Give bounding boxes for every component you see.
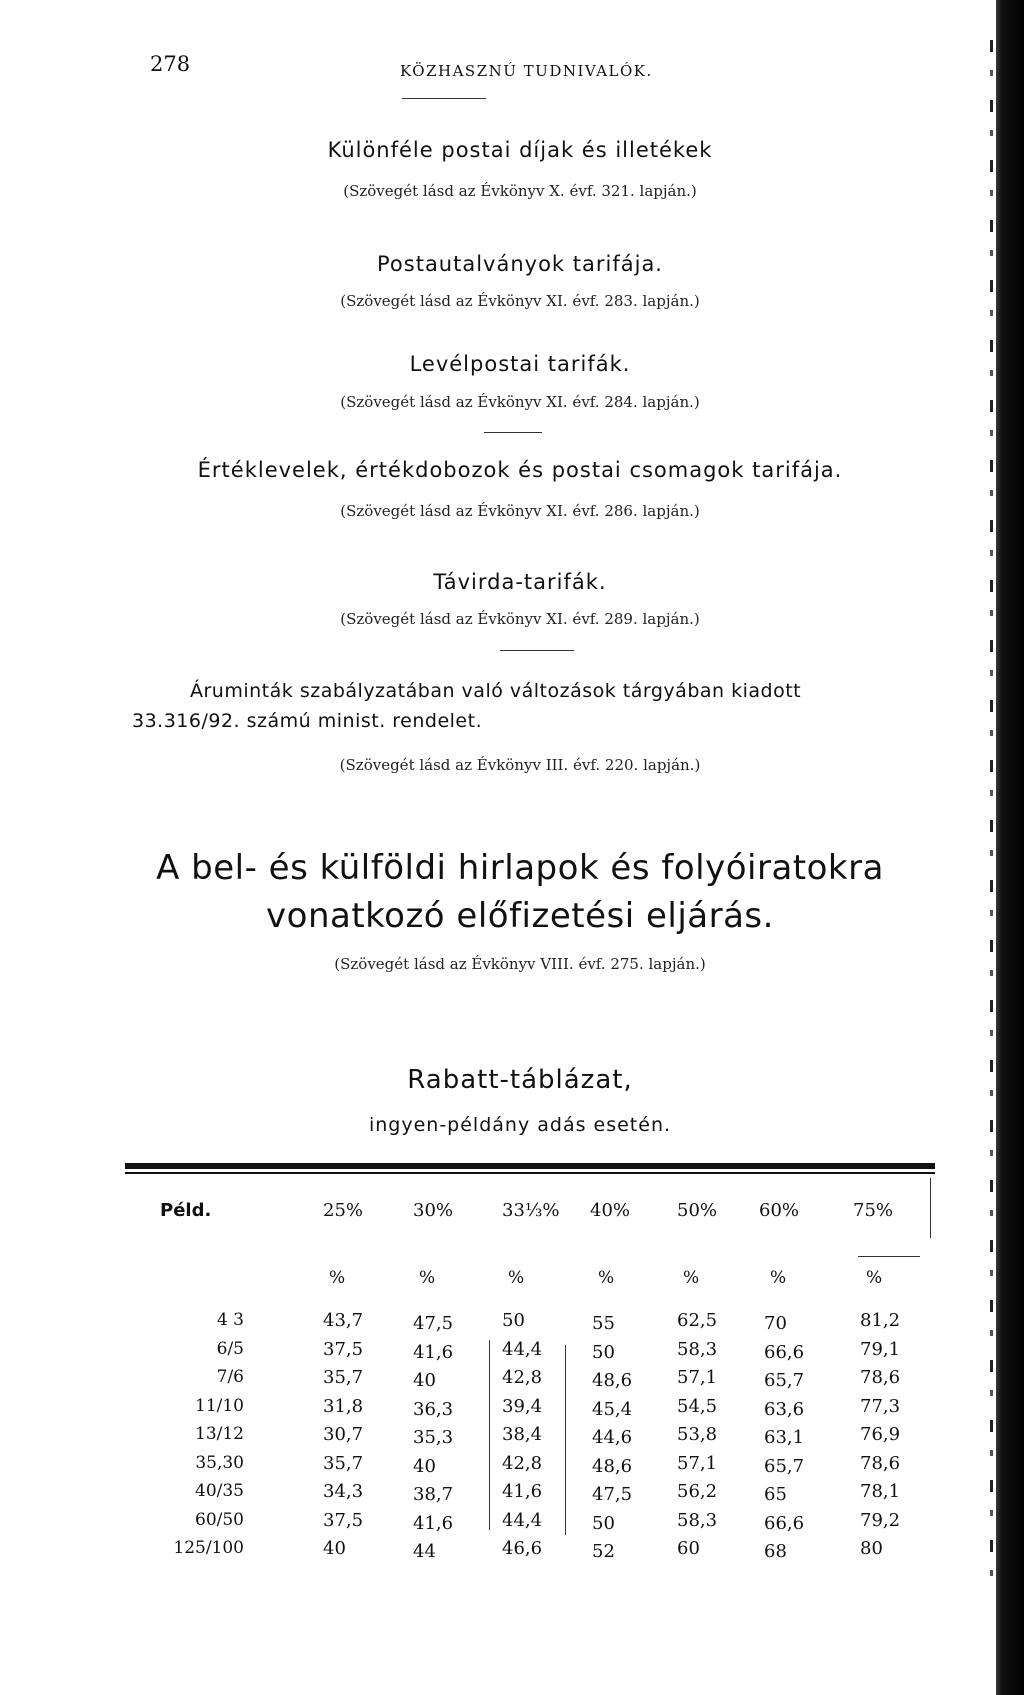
column-header-peld: Péld. xyxy=(160,1200,212,1221)
unit-percent: % xyxy=(683,1268,700,1288)
table-cell: 50 xyxy=(502,1310,525,1331)
table-cell: 47,5 xyxy=(413,1313,454,1334)
table-cell: 31,8 xyxy=(323,1395,364,1417)
table-divider xyxy=(565,1345,566,1535)
arumintak-line2: 33.316/92. számú minist. rendelet. xyxy=(132,710,483,732)
table-cell: 42,8 xyxy=(502,1452,543,1474)
table-cell: 63,6 xyxy=(764,1398,805,1420)
table-cell: 44,4 xyxy=(502,1509,543,1531)
row-label: 13/12 xyxy=(195,1424,244,1444)
table-cell: 43,7 xyxy=(323,1310,364,1331)
unit-percent: % xyxy=(508,1268,525,1288)
column-header-3: 33⅓% xyxy=(502,1200,560,1221)
arumintak-ref: (Szövegét lásd az Évkönyv III. évf. 220. lapján.) xyxy=(339,756,701,774)
table-cell: 35,3 xyxy=(413,1427,454,1448)
table-cell: 78,1 xyxy=(860,1481,901,1502)
table-cell: 46,6 xyxy=(502,1538,543,1559)
row-label: 6/5 xyxy=(216,1338,244,1359)
table-cell: 62,5 xyxy=(677,1310,718,1331)
table-cell: 78,6 xyxy=(860,1452,901,1474)
column-header-2: 30% xyxy=(413,1200,454,1221)
table-cell: 76,9 xyxy=(860,1424,901,1445)
table-cell: 57,1 xyxy=(677,1367,718,1388)
table-cell: 40 xyxy=(323,1538,346,1559)
section-title-postautalvanyok: Postautalványok tarifája. xyxy=(377,252,663,276)
table-cell: 80 xyxy=(860,1538,883,1559)
table-cell: 38,4 xyxy=(502,1424,543,1445)
table-cell: 78,6 xyxy=(860,1367,901,1388)
row-label: 60/50 xyxy=(195,1509,244,1530)
table-cell: 53,8 xyxy=(677,1424,718,1445)
table-cell: 39,4 xyxy=(502,1395,543,1417)
section-ref-ertekleveles: (Szövegét lásd az Évkönyv XI. évf. 286. lapján.) xyxy=(340,502,700,520)
table-cell: 37,5 xyxy=(323,1338,364,1360)
row-label: 125/100 xyxy=(173,1538,244,1558)
unit-percent: % xyxy=(598,1268,615,1288)
table-cell: 79,1 xyxy=(860,1338,901,1360)
table-cell: 66,6 xyxy=(764,1512,805,1534)
table-cell: 48,6 xyxy=(592,1370,633,1391)
table-top-rule xyxy=(125,1172,935,1174)
section-title-postai-dijak: Különféle postai díjak és illetékek xyxy=(327,138,713,162)
column-header-1: 25% xyxy=(323,1200,364,1221)
table-cell: 63,1 xyxy=(764,1427,805,1448)
table-cell: 41,6 xyxy=(502,1481,543,1502)
table-cell: 57,1 xyxy=(677,1452,718,1474)
section-title-ertekleveles: Értéklevelek, értékdobozok és postai csomagok tarifája. xyxy=(197,458,843,482)
unit-percent: % xyxy=(770,1268,787,1288)
section-title-tavirda: Távirda-tarifák. xyxy=(433,570,607,594)
unit-percent: % xyxy=(866,1268,883,1288)
page-number: 278 xyxy=(150,52,191,76)
table-divider xyxy=(930,1178,931,1238)
table-cell: 35,7 xyxy=(323,1367,364,1388)
table-cell: 68 xyxy=(764,1541,787,1562)
scan-edge xyxy=(996,0,1024,1695)
section-ref-postautalvanyok: (Szövegét lásd az Évkönyv XI. évf. 283. lapján.) xyxy=(340,292,700,310)
table-cell: 79,2 xyxy=(860,1509,901,1531)
table-cell: 77,3 xyxy=(860,1395,901,1417)
divider xyxy=(484,432,542,433)
divider xyxy=(500,650,574,651)
table-cell: 65,7 xyxy=(764,1370,805,1391)
table-cell: 66,6 xyxy=(764,1341,805,1363)
table-cell: 60 xyxy=(677,1538,700,1559)
hirlapok-title-line2: vonatkozó előfizetési eljárás. xyxy=(266,896,774,936)
table-cell: 44,6 xyxy=(592,1427,633,1448)
table-cell: 44 xyxy=(413,1541,436,1562)
table-cell: 58,3 xyxy=(677,1509,718,1531)
table-cell: 52 xyxy=(592,1541,615,1562)
rabatt-title: Rabatt-táblázat, xyxy=(407,1065,633,1095)
row-label: 11/10 xyxy=(195,1395,244,1416)
table-cell: 35,7 xyxy=(323,1452,364,1474)
row-label: 40/35 xyxy=(195,1481,244,1501)
divider xyxy=(402,98,486,99)
rabatt-subtitle: ingyen-példány adás esetén. xyxy=(368,1114,672,1136)
table-cell: 56,2 xyxy=(677,1481,718,1502)
column-header-7: 75% xyxy=(853,1200,894,1221)
table-divider xyxy=(858,1256,920,1257)
unit-percent: % xyxy=(419,1268,436,1288)
row-label: 7/6 xyxy=(216,1367,244,1387)
table-cell: 38,7 xyxy=(413,1484,454,1505)
table-cell: 45,4 xyxy=(592,1398,633,1420)
section-ref-postai-dijak: (Szövegét lásd az Évkönyv X. évf. 321. lapján.) xyxy=(343,182,697,200)
table-cell: 54,5 xyxy=(677,1395,718,1417)
table-cell: 36,3 xyxy=(413,1398,454,1420)
hirlapok-title-line1: A bel- és külföldi hirlapok és folyóiratokra xyxy=(156,848,884,888)
table-cell: 70 xyxy=(764,1313,787,1334)
table-cell: 58,3 xyxy=(677,1338,718,1360)
table-cell: 42,8 xyxy=(502,1367,543,1388)
row-label: 4 3 xyxy=(216,1310,244,1330)
table-cell: 41,6 xyxy=(413,1512,454,1534)
table-cell: 34,3 xyxy=(323,1481,364,1502)
unit-percent: % xyxy=(329,1268,346,1288)
table-cell: 55 xyxy=(592,1313,615,1334)
table-top-rule xyxy=(125,1163,935,1169)
section-ref-levelpostai: (Szövegét lásd az Évkönyv XI. évf. 284. lapján.) xyxy=(340,393,700,411)
column-header-4: 40% xyxy=(590,1200,631,1221)
arumintak-line1: Áruminták szabályzatában való változások tárgyában kiadott xyxy=(190,680,802,702)
table-divider xyxy=(489,1340,490,1530)
table-cell: 41,6 xyxy=(413,1341,454,1363)
table-cell: 37,5 xyxy=(323,1509,364,1531)
table-cell: 50 xyxy=(592,1341,615,1363)
running-title: KÖZHASZNÚ TUDNIVALÓK. xyxy=(400,62,653,80)
table-cell: 40 xyxy=(413,1455,436,1477)
table-cell: 81,2 xyxy=(860,1310,901,1331)
table-cell: 65 xyxy=(764,1484,787,1505)
table-cell: 50 xyxy=(592,1512,615,1534)
section-title-levelpostai: Levélpostai tarifák. xyxy=(409,352,631,376)
table-cell: 65,7 xyxy=(764,1455,805,1477)
table-cell: 44,4 xyxy=(502,1338,543,1360)
hirlapok-ref: (Szövegét lásd az Évkönyv VIII. évf. 275. lapján.) xyxy=(334,955,706,973)
table-cell: 47,5 xyxy=(592,1484,633,1505)
table-cell: 48,6 xyxy=(592,1455,633,1477)
column-header-5: 50% xyxy=(677,1200,718,1221)
section-ref-tavirda: (Szövegét lásd az Évkönyv XI. évf. 289. lapján.) xyxy=(340,610,700,628)
row-label: 35,30 xyxy=(195,1452,244,1473)
table-cell: 30,7 xyxy=(323,1424,364,1445)
table-cell: 40 xyxy=(413,1370,436,1391)
column-header-6: 60% xyxy=(759,1200,800,1221)
